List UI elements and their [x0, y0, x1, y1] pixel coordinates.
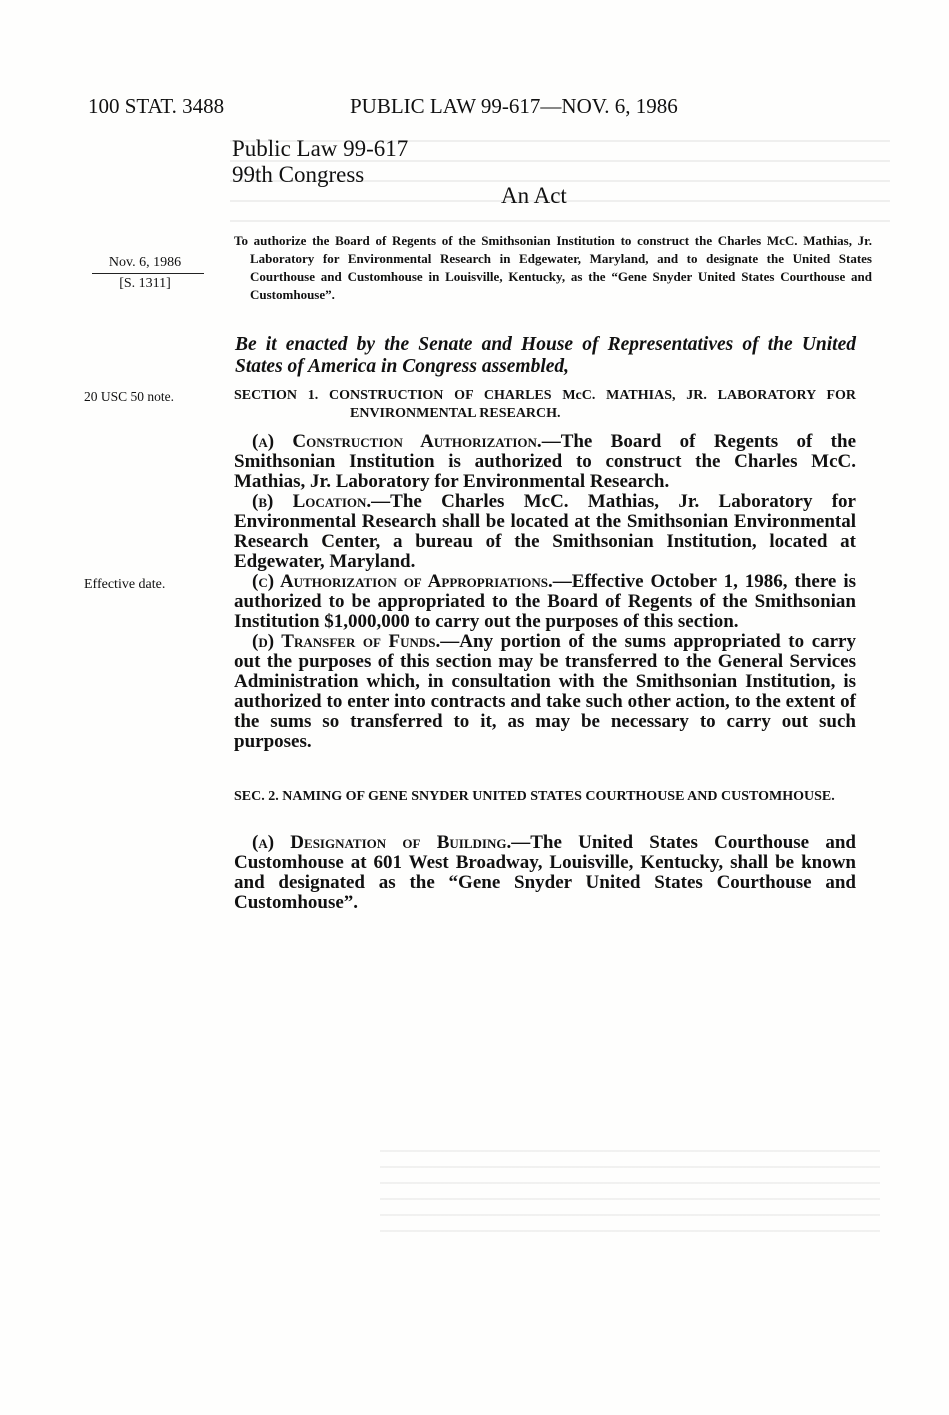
- margin-bill-number: [S. 1311]: [119, 276, 171, 291]
- subsection-c: [234, 572, 856, 632]
- section-2-heading: SEC. 2. NAMING OF GENE SNYDER UNITED STATES COURTHOUSE AND CUSTOMHOUSE.: [234, 789, 835, 804]
- margin-usc-note: 20 USC 50 note.: [84, 389, 175, 404]
- section-1-body: [234, 432, 856, 752]
- stat-citation: 100 STAT. 3488: [88, 94, 225, 118]
- subsection-c-label: (c) Authorization of Appropriations.: [252, 571, 553, 592]
- running-title: PUBLIC LAW 99-617—NOV. 6, 1986: [350, 94, 678, 118]
- subsection-d-label: (d) Transfer of Funds.: [252, 631, 441, 652]
- margin-rule: [92, 273, 204, 274]
- subsection-d: [234, 632, 856, 752]
- congress-number: 99th Congress: [232, 162, 365, 187]
- an-act-heading: An Act: [501, 183, 567, 208]
- title-block: [232, 136, 408, 188]
- section-2-body: [234, 833, 856, 913]
- subsection-a: [234, 432, 856, 492]
- margin-effective-date: Effective date.: [84, 577, 166, 592]
- subsection-b: [234, 492, 856, 572]
- subsection-b-label: (b) Location.: [252, 491, 372, 512]
- subsection-b-text: —The Charles McC. Mathias, Jr. Laboratory for Environmental Research shall be located at the Smithsonian Environmental Research Center, a bureau of the Smithsonian Institution, located at Edgewater, Maryland.: [234, 491, 856, 572]
- subsection-c-text: —Effective October 1, 1986, there is authorized to be appropriated to the Board of Regents of the Smithsonian Institution $1,000,000 to carry out the purposes of this section.: [234, 571, 856, 632]
- margin-date: Nov. 6, 1986: [108, 255, 182, 270]
- subsection-a-text: —The Board of Regents of the Smithsonian Institution is authorized to construct the Charles McC. Mathias, Jr. Laboratory for Environmental Research.: [234, 431, 856, 492]
- purpose-clause: To authorize the Board of Regents of the Smithsonian Institution to construct the Charles McC. Mathias, Jr. Laboratory for Environmental Research in Edgewater, Maryland, and to designate the United States Courthouse and Customhouse in Louisville, Kentucky, as the “Gene Snyder United States Courthouse and Customhouse”.: [234, 233, 872, 302]
- enacting-clause: Be it enacted by the Senate and House of Representatives of the United States of America in Congress assembled,: [235, 334, 856, 377]
- section-2-subsection-a: [234, 833, 856, 913]
- public-law-number: Public Law 99-617: [232, 136, 409, 161]
- bleed-through-texture-lower: [380, 1150, 880, 1240]
- section-2-a-label: (a) Designation of Building.: [252, 832, 512, 853]
- subsection-a-label: (a) Construction Authorization.: [252, 431, 542, 452]
- section-2-a-text: —The United States Courthouse and Customhouse at 601 West Broadway, Louisville, Kentucky, shall be known and designated as the “Gene Snyder United States Courthouse and Customhouse”.: [234, 832, 856, 913]
- section-1-heading: SECTION 1. CONSTRUCTION OF CHARLES McC. MATHIAS, JR. LABORATORY FOR ENVIRONMENTAL RESEARCH.: [234, 388, 856, 421]
- subsection-d-text: —Any portion of the sums appropriated to carry out the purposes of this section may be transferred to the General Services Administration which, in consultation with the Smithsonian Institution, is authorized to enter into contracts and take such other action, to the extent of the sums so transferred to it, as may be necessary to carry out such purposes.: [234, 631, 856, 752]
